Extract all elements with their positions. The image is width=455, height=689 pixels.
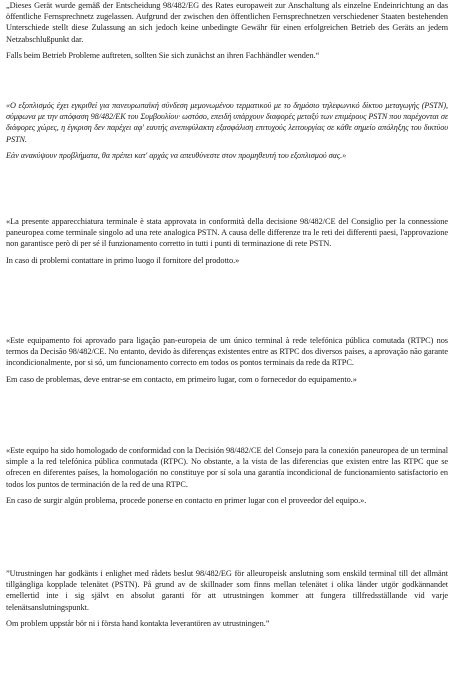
notice-greek-paragraph-1: «Ο εξοπλισμός έχει εγκριθεί για πανευρωπαϊκή σύνδεση μεμονωμένου τερματικού με το δημόσιο τηλεφωνικό δίκτυο μεταγωγής (PSTN), σύμφωνα με την απόφαση 98/482/ΕΚ του Συμβουλίου· ωστόσο, επειδή υπάρχουν διαφορές μεταξύ των επιμέρους PSTN που παρέχονται σε διάφορες χώρες, η έγκριση δεν παρέχει αφ' εαυτής ανεπιφύλακτη εξασφάλιση επιτυχούς λειτουργίας σε κάθε σημείο απόληξης του δικτύου PSTN. — [6, 101, 448, 144]
notice-swedish — [6, 568, 448, 629]
notice-spanish — [6, 445, 448, 506]
notice-portuguese-paragraph-2: Em caso de problemas, deve entrar-se em contacto, em primeiro lugar, com o fornecedor do equipamento.» — [6, 374, 357, 384]
notice-german-paragraph-2: Falls beim Betrieb Probleme auftreten, sollten Sie sich zunächst an ihren Fachhändler wenden.“ — [6, 50, 320, 60]
notice-greek — [6, 100, 448, 161]
notice-swedish-paragraph-2: Om problem uppstår bör ni i första hand kontakta leverantören av utrustningen.” — [6, 618, 270, 628]
notice-greek-paragraph-2: Εάν ανακύψουν προβλήματα, θα πρέπει κατ' αρχάς να απευθύνεστε στον προμηθευτή του εξοπλισμού σας.» — [6, 150, 347, 160]
notice-portuguese — [6, 335, 448, 385]
notice-swedish-paragraph-1: ”Utrustningen har godkänts i enlighet med rådets beslut 98/482/EG för alleuropeisk anslutning som enskild terminal till det allmänt tillgängliga kopplade telenätet (PSTN). På grund av de skillnader som finns mellan telenätet i olika länder utgör godkännandet emellertid inte i sig självt en absolut garanti för att utrustningen kommer att fungera tillfredsställande vid varje telenätsanslutningspunkt. — [6, 569, 448, 612]
notice-italian — [6, 216, 448, 266]
notice-german-paragraph-1: „Dieses Gerät wurde gemäß der Entscheidung 98/482/EG des Rates europaweit zur Anschaltung als einzelne Endeinrichtung an das öffentliche Fernsprechnetz zugelassen. Aufgrund der zwischen den öffentlichen Fernsprechnetzen verschiedener Staaten bestehenden Unterschiede stellt diese Zulassung an sich jedoch keine unbedingte Gewähr für einen erfolgreichen Betrieb des Geräts an jedem Netzabschlußpunkt dar. — [6, 1, 448, 44]
notice-spanish-paragraph-2: En caso de surgir algún problema, procede ponerse en contacto en primer lugar con el proveedor del equipo.». — [6, 495, 367, 505]
notice-portuguese-paragraph-1: «Este equipamento foi aprovado para ligação pan-europeia de um único terminal à rede telefónica pública comutada (RTPC) nos termos da Decisão 98/482/CE. No entanto, devido às diferenças existentes entre as RTPC dos diversos países, a aprovação não garante incondicionalmente, por si só, um funcionamento correcto em todos os pontos terminais da rede da RTPC. — [6, 336, 448, 368]
notice-italian-paragraph-2: In caso di problemi contattare in primo luogo il fornitore del prodotto.» — [6, 255, 240, 265]
notice-german — [6, 0, 448, 61]
notice-italian-paragraph-1: «La presente apparecchiatura terminale è stata approvata in conformità della decisione 98/482/CE del Consiglio per la connessione paneuropea come terminale singolo ad una rete analogica PSTN. A causa delle differenze tra le reti dei differenti paesi, l'approvazione non garantisce però di per sé il funzionamento corretto in tutti i punti di terminazione di rete PSTN. — [6, 217, 448, 249]
notice-spanish-paragraph-1: «Este equipo ha sido homologado de conformidad con la Decisión 98/482/CE del Consejo para la conexión paneuropea de un terminal simple a la red telefónica pública conmutada (RTPC). No obstante, a la vista de las diferencias que existen entre las RTPC que se ofrecen en diferentes países, la homologación no constituye por sí sola una garantía incondicional de funcionamiento satisfactorio en todos los puntos de terminación de la red de una RTPC. — [6, 446, 448, 489]
